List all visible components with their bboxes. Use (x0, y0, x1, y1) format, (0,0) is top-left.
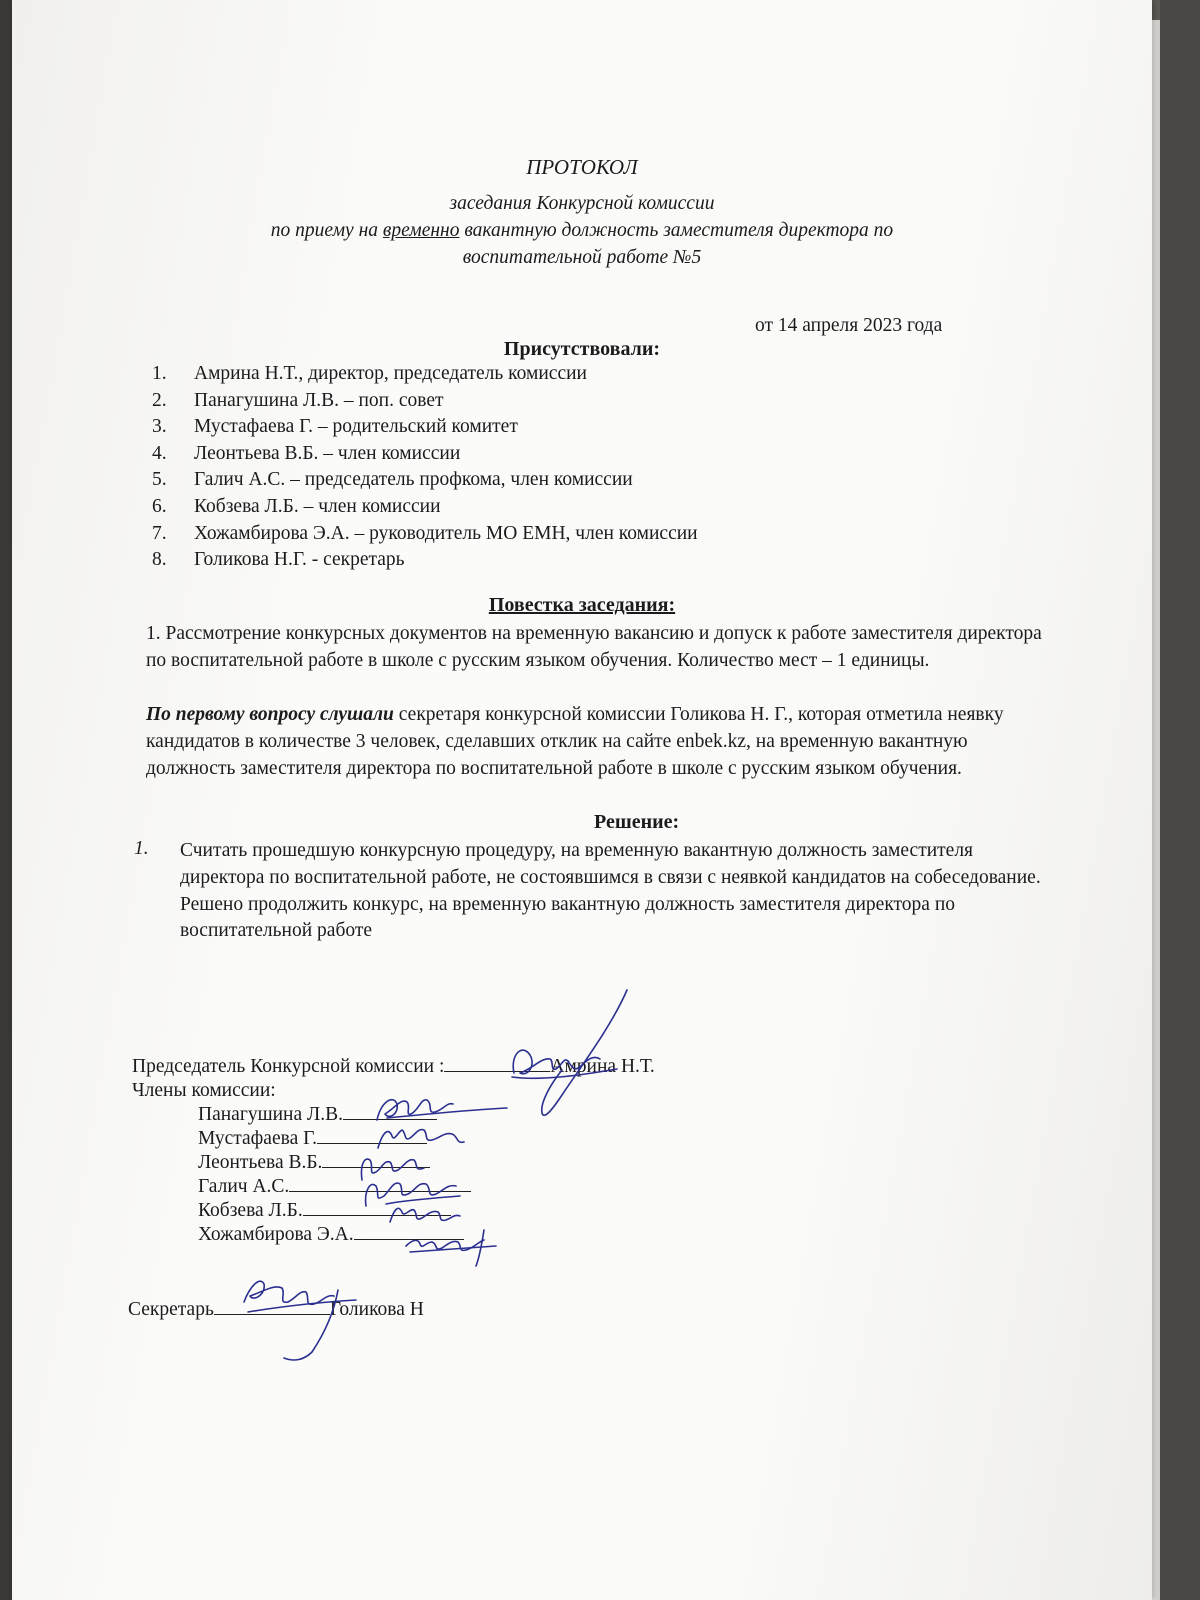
list-item-number: 4. (152, 442, 167, 464)
members-label: Члены комиссии: (132, 1080, 276, 1101)
list-item-text: Хожамбирова Э.А. – руководитель МО ЕМН, член комиссии (194, 522, 698, 544)
list-item (152, 388, 698, 415)
list-item (152, 441, 698, 468)
attendees-list (152, 361, 698, 574)
list-item-text: Галич А.С. – председатель профкома, член комиссии (194, 469, 633, 491)
list-item (152, 467, 698, 494)
subtitle-part2: вакантную должность заместителя директора по (459, 220, 894, 241)
document-page (12, 0, 1152, 1600)
first-question-text: секретаря конкурсной комиссии Голикова Н. Г., которая отметила неявку кандидатов в количестве 3 человек, сделавших отклик на сайте enbek.kz, на временную вакантную должность заместителя директора по воспитательной работе в школе с русским языком обучения. (146, 704, 1004, 779)
member-name: Леонтьева В.Б. (198, 1152, 323, 1173)
decision-text: Считать прошедшую конкурсную процедуру, на временную вакантную должность заместителя директора по воспитательной работе, не состоявшимся в связи с неявкой кандидатов на собеседование. Решено продолжить конкурс, на временную вакантную должность заместителя директора по воспитательной работе (180, 840, 1041, 942)
list-item-text: Леонтьева В.Б. – член комиссии (194, 442, 461, 464)
member-name: Кобзева Л.Б. (198, 1200, 303, 1221)
member-handwritten-signature (396, 1222, 506, 1270)
attendees-heading: Присутствовали: (503, 338, 661, 360)
list-item-number: 3. (152, 416, 167, 438)
agenda-heading: Повестка заседания: (488, 594, 676, 616)
first-question-lead: По первому вопросу слушали (146, 704, 394, 725)
document-subtitle-line1: заседания Конкурсной комиссии (449, 193, 715, 214)
first-question-paragraph (146, 702, 1046, 782)
list-item-number: 8. (152, 549, 167, 571)
list-item-text: Голикова Н.Г. - секретарь (194, 549, 405, 571)
list-item (152, 547, 698, 574)
secretary-name: Голикова Н (329, 1299, 424, 1320)
list-item (152, 414, 698, 441)
document-subtitle-line3: воспитательной работе №5 (462, 247, 702, 268)
secretary-handwritten-signature (234, 1262, 364, 1362)
list-item-text: Панагушина Л.В. – поп. совет (194, 389, 444, 411)
list-item (152, 494, 698, 521)
member-name: Панагушина Л.В. (198, 1104, 343, 1125)
member-name: Хожамбирова Э.А. (198, 1224, 354, 1245)
list-item (152, 361, 698, 388)
list-item-number: 7. (152, 522, 167, 544)
list-item (152, 521, 698, 548)
chair-label: Председатель Конкурсной комиссии : (132, 1056, 445, 1077)
decision-heading: Решение: (594, 811, 680, 833)
document-title: ПРОТОКОЛ (526, 155, 638, 179)
chair-name: Амрина Н.Т. (550, 1056, 655, 1077)
member-name: Мустафаева Г. (198, 1128, 318, 1149)
subtitle-part1: по приему на (270, 220, 383, 241)
member-name: Галич А.С. (198, 1176, 290, 1197)
list-item-text: Кобзева Л.Б. – член комиссии (194, 495, 441, 517)
chair-handwritten-signature (502, 985, 632, 1125)
secretary-label: Секретарь (128, 1299, 214, 1320)
list-item-text: Амрина Н.Т., директор, председатель комиссии (194, 363, 587, 384)
list-item-number: 5. (152, 469, 167, 491)
decision-number: 1. (134, 838, 149, 859)
document-subtitle-line2 (12, 220, 1152, 242)
list-item-text: Мустафаева Г. – родительский комитет (194, 416, 518, 438)
list-item-number: 2. (152, 389, 167, 411)
list-item-number: 6. (152, 495, 167, 517)
document-date: от 14 апреля 2023 года (755, 315, 943, 336)
subtitle-underlined-word: временно (382, 220, 460, 241)
agenda-item-1: 1. Рассмотрение конкурсных документов на временную вакансию и допуск к работе заместителя директора по воспитательной работе в школе с русским языком обучения. Количество мест – 1 единицы. (146, 623, 1042, 671)
list-item-number: 1. (152, 363, 167, 384)
background-right (1160, 0, 1200, 1600)
